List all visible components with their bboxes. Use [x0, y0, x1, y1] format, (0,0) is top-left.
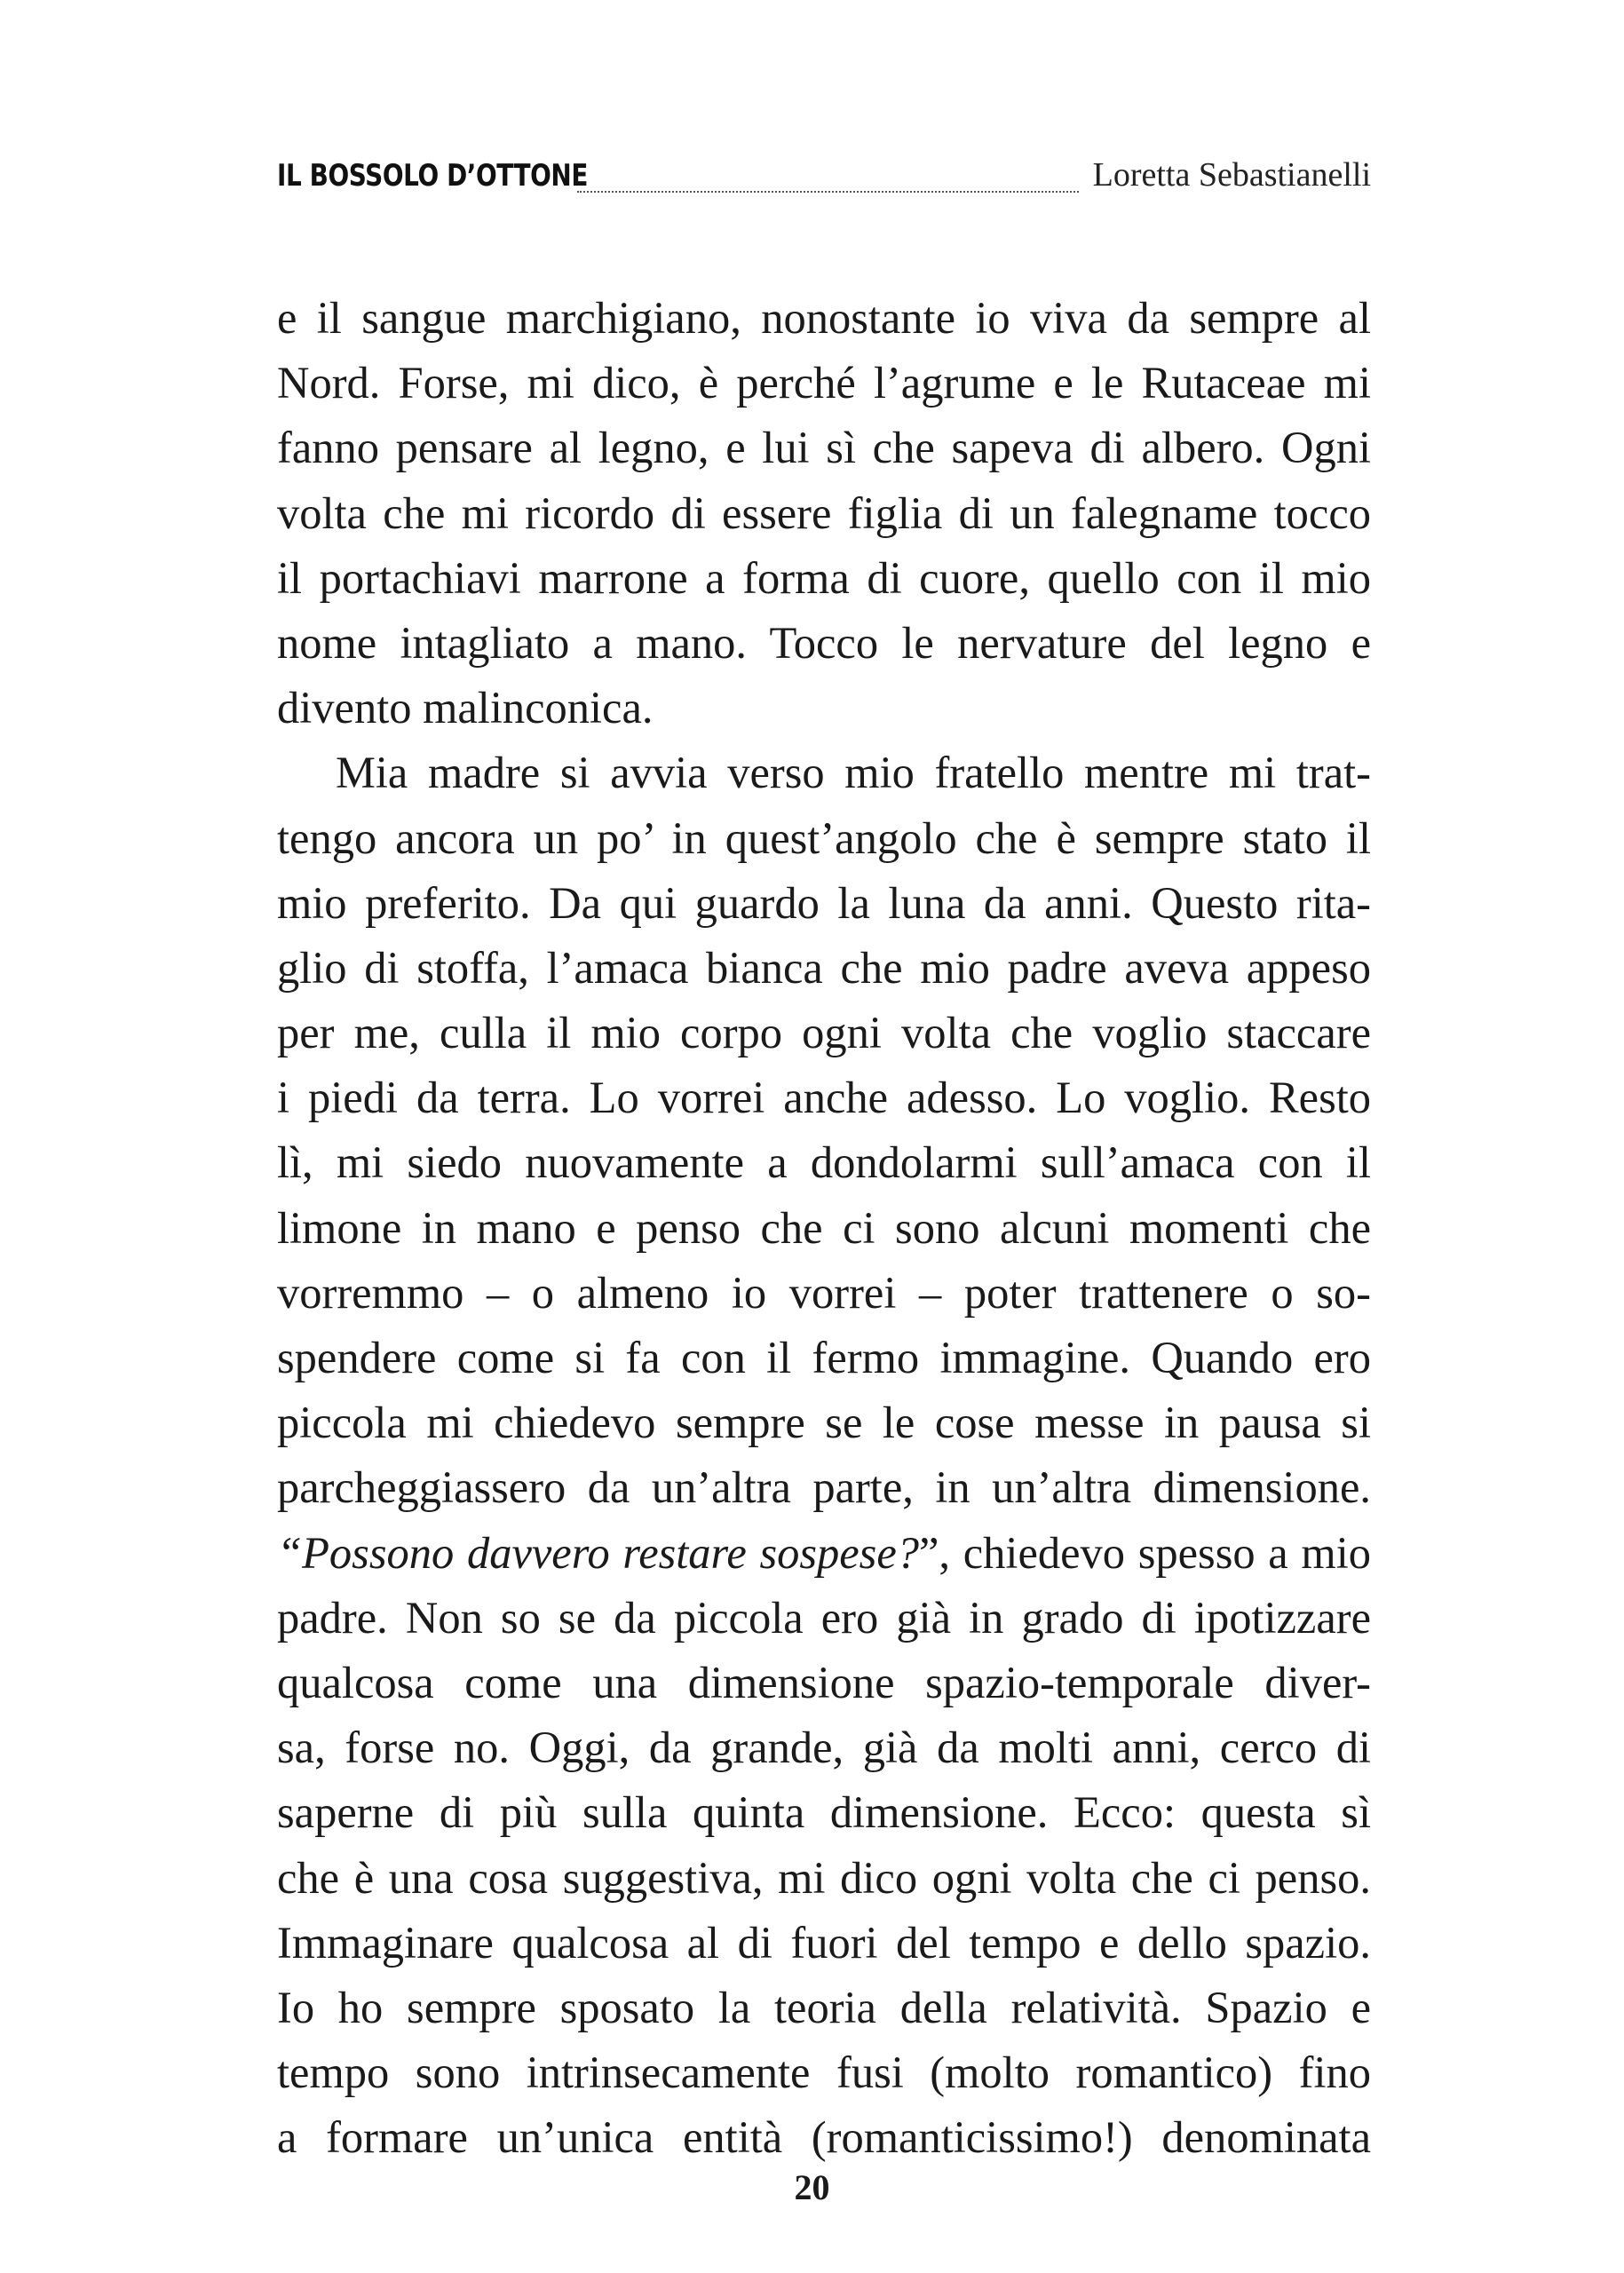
text-line: parcheggiassero da un’altra parte, in un’altra dimensione. — [277, 1462, 1371, 1513]
running-header — [277, 155, 1371, 209]
text-line: Io ho sempre sposato la teoria della relatività. Spazio e — [277, 1982, 1371, 2032]
book-title: IL BOSSOLO D’OTTONE — [277, 158, 588, 194]
text-line: qualcosa come una dimensione spazio-temporale diver- — [277, 1657, 1371, 1707]
text-line: spendere come si fa con il fermo immagine. Quando ero — [277, 1333, 1371, 1382]
text-line: tengo ancora un po’ in quest’angolo che è sempre stato il — [277, 812, 1371, 863]
text-line: che è una cosa suggestiva, mi dico ogni volta che ci penso. — [277, 1852, 1371, 1903]
text-line: vorremmo – o almeno io vorrei – poter trattenere o so- — [277, 1267, 1371, 1318]
text-line: piccola mi chiedevo sempre se le cose messe in pausa si — [277, 1398, 1371, 1448]
text-line: glio di stoffa, l’amaca bianca che mio padre aveva appeso — [277, 942, 1371, 993]
italic-quote: “Possono davvero restare sospese? — [277, 1527, 919, 1578]
text-line: padre. Non so se da piccola ero già in grado di ipotizzare — [277, 1592, 1371, 1643]
text-line: i piedi da terra. Lo vorrei anche adesso. Lo voglio. Resto — [277, 1073, 1371, 1123]
text-line: lì, mi siedo nuovamente a dondolarmi sull’amaca con il — [277, 1137, 1371, 1188]
page-number: 20 — [794, 2167, 830, 2207]
text-line: limone in mano e penso che ci sono alcuni momenti che — [277, 1202, 1371, 1253]
text-line: il portachiavi marrone a forma di cuore, quello con il mio — [277, 552, 1371, 603]
text-line: Nord. Forse, mi dico, è perché l’agrume e le Rutaceae mi — [277, 358, 1371, 408]
text-line: volta che mi ricordo di essere figlia di un falegname tocco — [277, 487, 1371, 538]
text-line: mio preferito. Da qui guardo la luna da anni. Questo rita- — [277, 877, 1371, 928]
text-line: e il sangue marchigiano, nonostante io viva da sempre al — [277, 293, 1371, 343]
text-line: per me, culla il mio corpo ogni volta che voglio staccare — [277, 1008, 1371, 1058]
author-name: Loretta Sebastianelli — [1092, 156, 1371, 194]
quote-continuation: ”, chiedevo spesso a mio — [919, 1527, 1371, 1578]
text-line: saperne di più sulla quinta dimensione. Ecco: questa sì — [277, 1787, 1371, 1838]
text-line: sa, forse no. Oggi, da grande, già da molti anni, cerco di — [277, 1723, 1371, 1773]
text-line: a formare un’unica entità (romanticissimo!) denominata — [277, 2112, 1371, 2163]
text-line: Immaginare qualcosa al di fuori del tempo e dello spazio. — [277, 1917, 1371, 1968]
text-line: nome intagliato a mano. Tocco le nervature del legno e — [277, 617, 1371, 668]
text-line: fanno pensare al legno, e lui sì che sapeva di albero. Ogni — [277, 423, 1371, 473]
text-line: divento malinconica. — [277, 683, 654, 733]
text-line-with-italic-quote — [277, 1521, 1371, 1586]
dotted-leader — [577, 189, 1079, 193]
text-line: Mia madre si avvia verso mio fratello mentre mi trat- — [336, 748, 1371, 798]
body-text — [277, 286, 1371, 2170]
text-line: tempo sono intrinsecamente fusi (molto romantico) fino — [277, 2047, 1371, 2098]
